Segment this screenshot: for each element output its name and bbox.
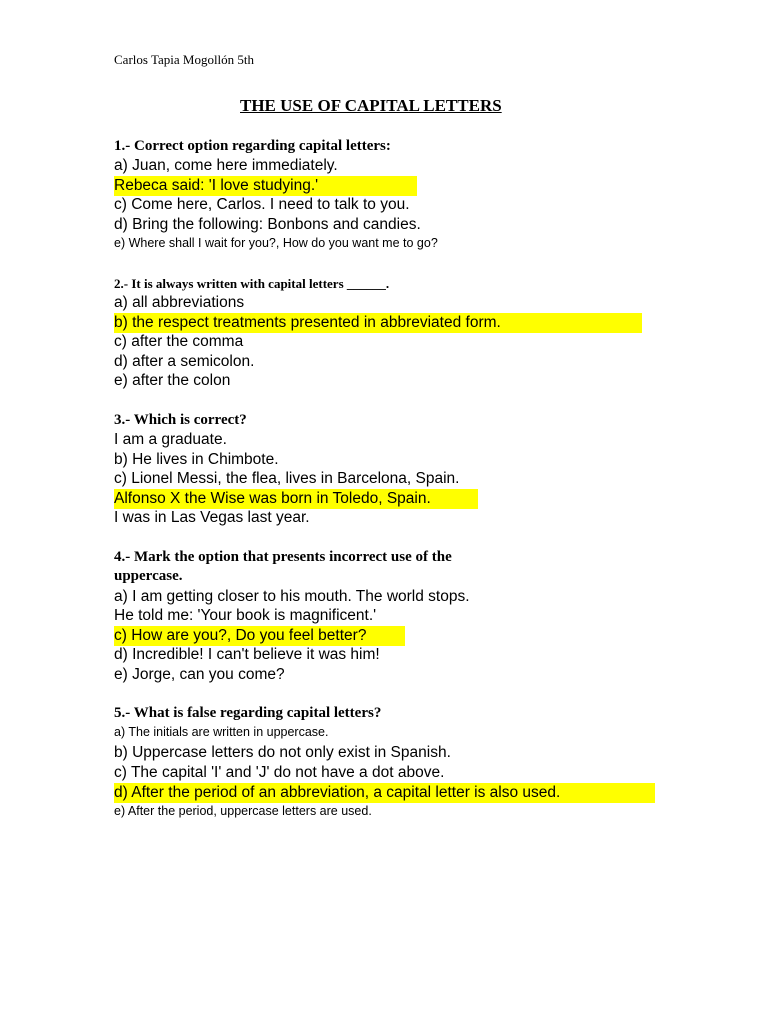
question-3-option-c: c) Lionel Messi, the flea, lives in Barcelona, Spain.	[114, 470, 460, 487]
question-5-option-d: d) After the period of an abbreviation, a capital letter is also used.	[114, 784, 561, 801]
question-5-prompt: 5.- What is false regarding capital letters?	[114, 705, 382, 721]
question-4-option-b: He told me: 'Your book is magnificent.'	[114, 607, 377, 624]
question-4-option-a: a) I am getting closer to his mouth. The world stops.	[114, 588, 470, 605]
question-1-option-a: a) Juan, come here immediately.	[114, 157, 338, 174]
question-2-option-e: e) after the colon	[114, 372, 231, 389]
question-1-prompt: 1.- Correct option regarding capital letters:	[114, 138, 391, 154]
question-4-option-d: d) Incredible! I can't believe it was him!	[114, 646, 380, 663]
question-1-option-c: c) Come here, Carlos. I need to talk to you.	[114, 196, 410, 213]
page-title: THE USE OF CAPITAL LETTERS	[240, 96, 502, 115]
question-4-option-e: e) Jorge, can you come?	[114, 666, 285, 683]
question-3-option-b: b) He lives in Chimbote.	[114, 451, 279, 468]
question-2-prompt: 2.- It is always written with capital letters ______.	[114, 276, 390, 291]
question-2-option-a: a) all abbreviations	[114, 294, 245, 311]
question-5-option-b: b) Uppercase letters do not only exist in Spanish.	[114, 744, 451, 761]
question-5-option-c: c) The capital 'I' and 'J' do not have a dot above.	[114, 764, 445, 781]
question-2-option-c: c) after the comma	[114, 333, 244, 350]
question-4-prompt-line-1: 4.- Mark the option that presents incorrect use of the	[114, 549, 452, 565]
question-4-option-c: c) How are you?, Do you feel better?	[114, 627, 367, 644]
question-2-option-b: b) the respect treatments presented in abbreviated form.	[114, 314, 501, 331]
question-1-option-d: d) Bring the following: Bonbons and candies.	[114, 216, 421, 233]
question-3-option-d: Alfonso X the Wise was born in Toledo, Spain.	[114, 490, 431, 507]
question-3-option-e: I was in Las Vegas last year.	[114, 509, 310, 526]
question-3-prompt: 3.- Which is correct?	[114, 412, 247, 428]
question-1-option-e: e) Where shall I wait for you?, How do you want me to go?	[114, 236, 438, 250]
question-3-option-a: I am a graduate.	[114, 431, 227, 448]
question-4-prompt-line-2: uppercase.	[114, 568, 183, 584]
author-name: Carlos Tapia Mogollón 5th	[114, 52, 255, 67]
question-2-option-d: d) after a semicolon.	[114, 353, 255, 370]
question-5-option-a: a) The initials are written in uppercase.	[114, 725, 329, 739]
question-1-option-b: Rebeca said: 'I love studying.'	[114, 177, 319, 194]
question-5-option-e: e) After the period, uppercase letters are used.	[114, 804, 372, 818]
